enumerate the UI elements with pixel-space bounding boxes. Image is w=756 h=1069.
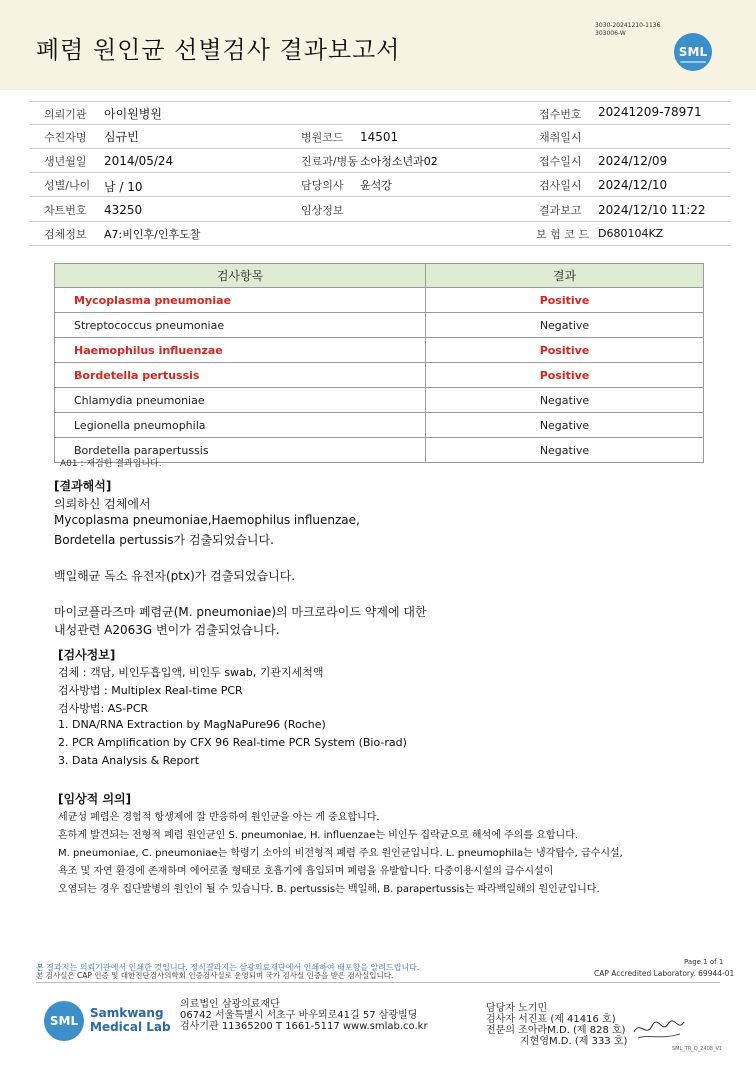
- result-item-name: Haemophilus influenzae: [55, 338, 426, 363]
- table-row: [55, 338, 704, 363]
- clinical-meaning-line: 세균성 폐렴은 경험적 항생제에 잘 반응하여 원인균을 아는 게 중요합니다.: [58, 812, 380, 823]
- sex-age-value: 남 / 10: [104, 180, 143, 194]
- chart-no-value: 43250: [104, 203, 143, 217]
- table-row: [55, 313, 704, 338]
- test-info-line: 검체 : 객담, 비인두흡입액, 비인두 swab, 기관지세척액: [58, 666, 324, 679]
- sex-age-label: 성별/나이: [44, 179, 91, 192]
- receipt-date-label: 접수일시: [539, 155, 582, 168]
- doctor-label: 담당의사: [301, 179, 344, 192]
- table-row: [55, 288, 704, 313]
- report-code-1: 3030-20241210-1136: [595, 22, 661, 29]
- company-foundation: 의료법인 삼광의료재단: [180, 999, 280, 1010]
- test-date-value: 2024/12/10: [598, 178, 668, 192]
- results-table: [54, 263, 704, 463]
- interpretation-line: 마이코플라즈마 폐렴균(M. pneumoniae)의 마크로라이드 약제에 대한: [54, 605, 427, 619]
- interpretation-line: Mycoplasma pneumoniae,Haemophilus influenzae,: [54, 513, 360, 527]
- report-date-label: 결과보고: [539, 204, 582, 217]
- receipt-no-value: 20241209-78971: [598, 105, 702, 119]
- department-label: 진료과/병동: [301, 155, 358, 168]
- result-value: Negative: [426, 313, 704, 338]
- page-number: Page 1 of 1: [684, 958, 724, 966]
- test-info-line: 2. PCR Amplification by CFX 96 Real-time PCR System (Bio-rad): [58, 736, 407, 749]
- staff-specialist-2: 지현영M.D. (제 333 호): [520, 1036, 628, 1047]
- receipt-no-label: 접수번호: [539, 108, 582, 121]
- report-header: [0, 0, 756, 90]
- divider: [30, 245, 730, 246]
- specimen-value: A7:비인후/인후도찰: [104, 228, 201, 241]
- table-row: [55, 363, 704, 388]
- divider: [30, 101, 730, 102]
- insurance-label: 보 험 코 드: [536, 228, 589, 241]
- staff-tester: 검사자 서진표 (제 41416 호): [486, 1014, 616, 1025]
- accreditation-notice: 본 검사실은 CAP 인증 및 대한진단검사의학회 인증검사실로 운영되며 국가 검사실 인증을 받은 검사실입니다.: [36, 971, 394, 980]
- retest-note: A01 : 재검한 결과입니다.: [60, 459, 162, 469]
- institution-value: 아이원병원: [104, 107, 162, 121]
- result-value: Positive: [426, 338, 704, 363]
- result-value: Negative: [426, 388, 704, 413]
- report-title: 폐렴 원인균 선별검사 결과보고서: [36, 36, 401, 64]
- hospital-code-label: 병원코드: [301, 131, 344, 144]
- company-contact: 검사기관 11365200 T 1661-5117 www.smlab.co.kr: [180, 1021, 428, 1032]
- divider: [30, 172, 730, 173]
- result-item-name: Bordetella pertussis: [55, 363, 426, 388]
- clinical-meaning-line: 흔하게 발견되는 전형적 폐렴 원인균인 S. pneumoniae, H. influenzae는 비인두 집락균으로 해석에 주의를 요합니다.: [58, 830, 579, 841]
- doctor-value: 윤석강: [360, 179, 392, 192]
- staff-specialist: 전문의 조아라M.D. (제 828 호): [486, 1025, 626, 1036]
- table-header-row: [55, 264, 704, 288]
- clinical-label: 임상정보: [301, 204, 344, 217]
- column-header-item: 검사항목: [55, 264, 426, 288]
- column-header-result: 결과: [426, 264, 704, 288]
- result-value: Positive: [426, 288, 704, 313]
- result-item-name: Legionella pneumophila: [55, 413, 426, 438]
- table-row: [55, 413, 704, 438]
- company-name-line2: Medical Lab: [90, 1020, 171, 1034]
- patient-label: 수진자명: [44, 131, 87, 144]
- sml-footer-logo: SML: [44, 1001, 84, 1041]
- divider: [30, 124, 730, 125]
- interpretation-line: 백일해균 독소 유전자(ptx)가 검출되었습니다.: [54, 569, 296, 583]
- interpretation-line: 내성관련 A2063G 변이가 검출되었습니다.: [54, 623, 280, 637]
- test-date-label: 검사일시: [539, 179, 582, 192]
- insurance-value: D680104KZ: [598, 227, 664, 240]
- clinical-meaning-line: 오염되는 경우 집단발병의 원인이 될 수 있습니다. B. pertussis는 백일해, B. parapertussis는 파라백일해의 원인균입니다.: [58, 884, 600, 895]
- test-info-line: 1. DNA/RNA Extraction by MagNaPure96 (Roche): [58, 718, 326, 731]
- clinical-meaning-heading: [임상적 의의]: [58, 792, 132, 806]
- receipt-date-value: 2024/12/09: [598, 154, 668, 168]
- result-item-name: Streptococcus pneumoniae: [55, 313, 426, 338]
- divider: [30, 148, 730, 149]
- sml-logo: SML: [674, 33, 712, 71]
- result-item-name: Bordetella parapertussis: [55, 438, 426, 463]
- company-name: [90, 1006, 171, 1034]
- cap-accreditation: CAP Accredited Laboratory. 69944-01: [594, 969, 735, 978]
- result-item-name: Chlamydia pneumoniae: [55, 388, 426, 413]
- specimen-label: 검체정보: [44, 228, 87, 241]
- form-version: SML_TR_Q_2408_V1: [672, 1046, 723, 1052]
- print-notice: 본 결과지는 의뢰기관에서 인쇄한 것입니다. 정식결과지는 삼광의료재단에서 인쇄하여 배포함을 알려드립니다.: [36, 963, 420, 972]
- staff-in-charge: 담당자 노기민: [486, 1003, 548, 1014]
- interpretation-line: Bordetella pertussis가 검출되었습니다.: [54, 533, 274, 547]
- result-item-name: Mycoplasma pneumoniae: [55, 288, 426, 313]
- result-value: Negative: [426, 438, 704, 463]
- report-code-2: 303006-W: [595, 30, 626, 37]
- test-info-line: 검사방법: AS-PCR: [58, 702, 149, 715]
- chart-no-label: 차트번호: [44, 204, 87, 217]
- footer-divider: [36, 982, 720, 983]
- hospital-code-value: 14501: [360, 130, 399, 144]
- collection-date-label: 채취일시: [539, 131, 582, 144]
- table-row: [55, 388, 704, 413]
- birth-value: 2014/05/24: [104, 154, 174, 168]
- result-value: Negative: [426, 413, 704, 438]
- birth-label: 생년월일: [44, 155, 87, 168]
- institution-label: 의뢰기관: [44, 108, 87, 121]
- interpretation-heading: [결과해석]: [54, 479, 112, 493]
- company-name-line1: Samkwang: [90, 1006, 164, 1020]
- department-value: 소아청소년과02: [360, 155, 438, 168]
- test-info-line: 3. Data Analysis & Report: [58, 754, 200, 767]
- signature-icon: [630, 1014, 686, 1044]
- test-info-line: 검사방법 : Multiplex Real-time PCR: [58, 684, 243, 697]
- patient-value: 심규빈: [104, 130, 139, 144]
- company-address: 06742 서울특별시 서초구 바우뫼로41길 57 삼광빌딩: [180, 1010, 418, 1021]
- divider: [30, 196, 730, 197]
- test-info-heading: [검사정보]: [58, 648, 116, 662]
- interpretation-line: 의뢰하신 검체에서: [54, 497, 151, 511]
- clinical-meaning-line: M. pneumoniae, C. pneumoniae는 학령기 소아의 비전형적 폐렴 주요 원인균입니다. L. pneumophila는 냉각탑수, 급수시설,: [58, 848, 623, 859]
- clinical-meaning-line: 욕조 및 자연 환경에 존재하며 에어로졸 형태로 호흡기에 흡입되며 폐렴을 유발합니다. 다중이용시설의 급수시설이: [58, 866, 554, 877]
- divider: [30, 221, 730, 222]
- result-value: Positive: [426, 363, 704, 388]
- report-date-value: 2024/12/10 11:22: [598, 203, 706, 217]
